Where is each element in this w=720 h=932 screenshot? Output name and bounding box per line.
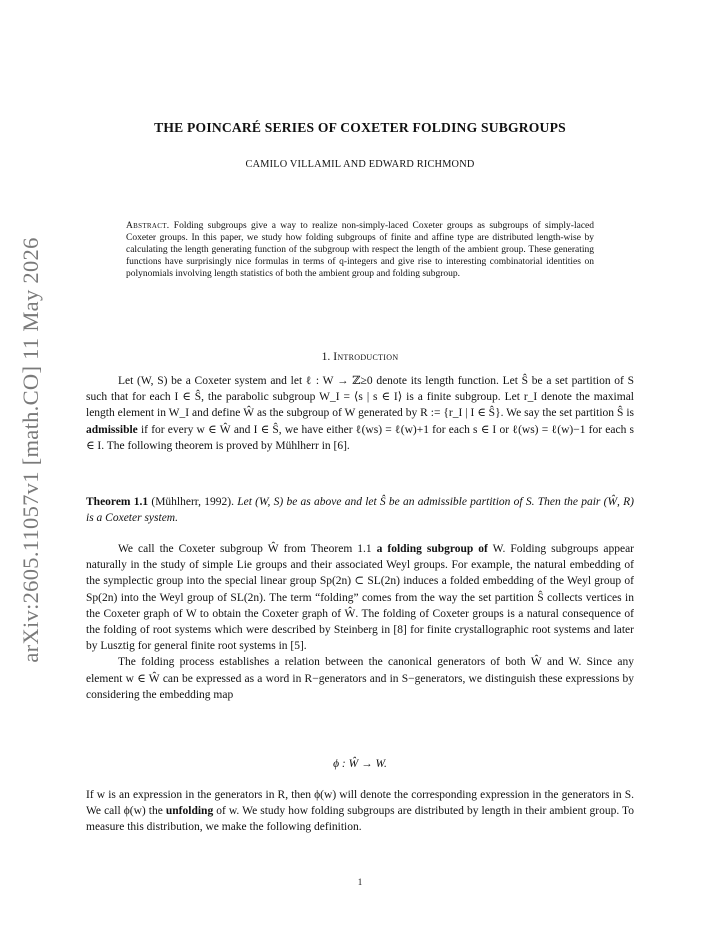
abstract-label: Abstract. (126, 221, 170, 231)
para1-bold-term: admissible (86, 423, 138, 436)
page-number: 1 (357, 877, 363, 887)
theorem-heading: Theorem 1.1 (86, 496, 149, 508)
section-title: Introduction (333, 350, 399, 363)
intro-paragraph-1 (86, 373, 634, 454)
section-number: 1. (321, 350, 331, 363)
para4-text-b: of w. We study how folding subgroups are distributed by length in their ambient group. To measure this distribution, we make the following definition. (86, 805, 635, 834)
para1-text-b: if for every w ∈ Ŵ and I ∈ Ŝ, we have either ℓ(ws) = ℓ(w)+1 for each s ∈ I or ℓ(ws) = ℓ(w)−1 for each s ∈ I. The following theorem is proved by Mühlherr in [6]. (86, 423, 634, 452)
para2-text-b: W. Folding subgroups appear naturally in the study of simple Lie groups and their associated Weyl groups. For example, the natural embedding of the symplectic group into the special linear group Sp(2n) ⊂ SL(2n) induces a folded embedding of the Weyl group of Sp(2n) into the Weyl group of SL(2n). The term “folding” comes from the way the set partition Ŝ collects vertices in the Coxeter graph of W to obtain the Coxeter graph of Ŵ. The folding of Coxeter groups is a natural consequence of the folding of root systems which were described by Steinberg in [8] for finite crystallographic root systems and later by Lusztig for general finite root systems in [5]. (86, 543, 635, 653)
para4-text-a: If w is an expression in the generators in R, then ϕ(w) will denote the corresponding expression in the generators in S. We call ϕ(w) the (86, 789, 634, 818)
section-heading (86, 350, 634, 363)
para4-bold-term: unfolding (165, 805, 214, 818)
abstract (126, 220, 594, 280)
paper-authors: CAMILO VILLAMIL AND EDWARD RICHMOND (245, 159, 475, 170)
intro-paragraph-4 (86, 787, 634, 836)
theorem-attribution: (Mühlherr, 1992). (151, 496, 234, 508)
arxiv-identifier: arXiv:2605.11057v1 [math.CO] 11 May 2026 (18, 237, 43, 663)
para1-text-a: Let (W, S) be a Coxeter system and let ℓ : W → ℤ≥0 denote its length function. Let Ŝ be a set partition of S such that for each I ∈ Ŝ, the parabolic subgroup W_I = ⟨s | s ∈ I⟩ is a finite subgroup. Let r_I denote the maximal length element in W_I and define Ŵ as the subgroup of W generated by R := {r_I | I ∈ Ŝ}. We say the set partition Ŝ is (86, 375, 634, 420)
para2-text-a: We call the Coxeter subgroup Ŵ from Theorem 1.1 (118, 543, 372, 555)
paper-title: THE POINCARÉ SERIES OF COXETER FOLDING SUBGROUPS (154, 120, 566, 135)
theorem-1-1 (86, 494, 634, 526)
para3-text: The folding process establishes a relation between the canonical generators of both Ŵ and W. Since any element w ∈ Ŵ can be expressed as a word in R−generators and in S−generators, we distinguish these expressions by considering the embedding map (86, 656, 634, 701)
arxiv-sidebar-stamp (6, 190, 56, 710)
para2-bold-term: a folding subgroup of (376, 543, 488, 555)
theorem-statement: Let (W, S) be as above and let Ŝ be an admissible partition of S. Then the pair (Ŵ, R) is a Coxeter system. (86, 496, 635, 525)
abstract-text: Folding subgroups give a way to realize non-simply-laced Coxeter groups as subgroups of simply-laced Coxeter groups. In this paper, we study how folding subgroups of finite and affine type are distributed length-wise by calculating the length generating function of the subgroup with respect the length of the ambient group. These generating functions have surprisingly nice formulas in terms of q-integers and give rise to interesting combinatorial identities on polynomials involving length statistics of both the ambient group and folding subgroup. (126, 221, 595, 280)
display-equation: ϕ : Ŵ → W. (333, 758, 387, 770)
intro-paragraphs-2-3 (86, 541, 634, 703)
